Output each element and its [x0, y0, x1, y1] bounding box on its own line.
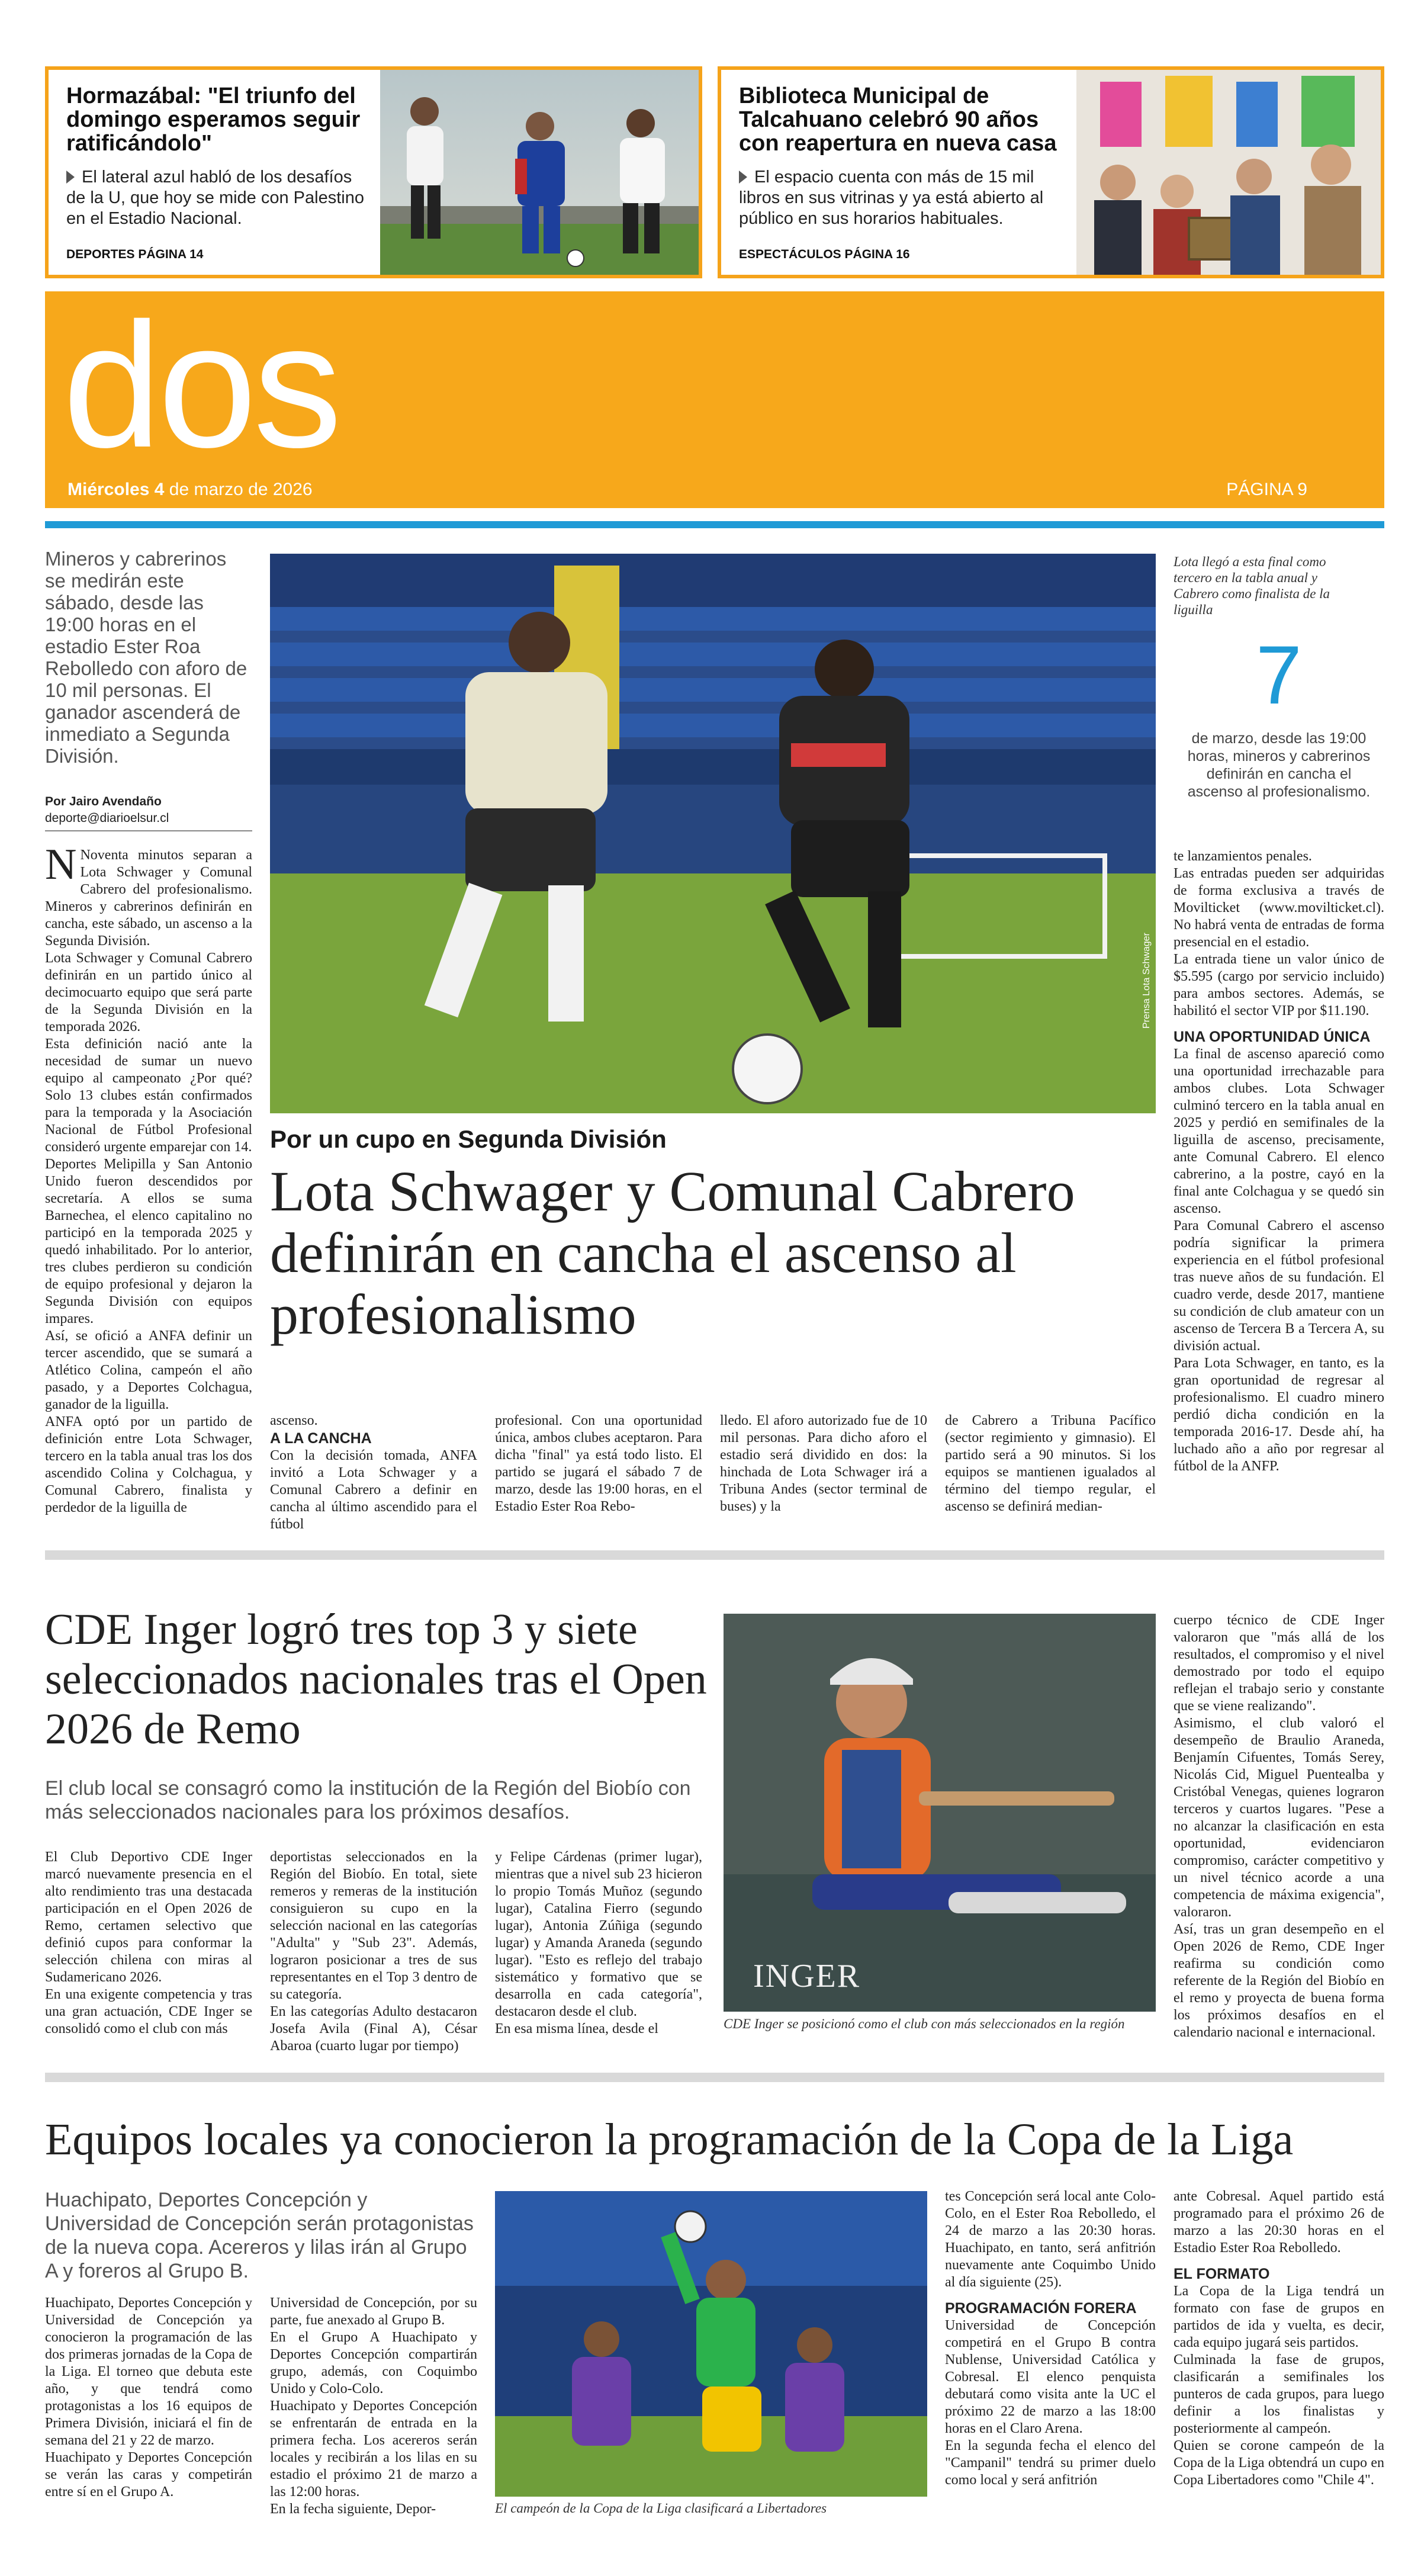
paragraph: En el Grupo A Huachipato y Deportes Concepción compartirán grupo, además, con Coquimbo Unido y Colo-Colo.	[270, 2330, 477, 2397]
paragraph: En la segunda fecha el elenco del "Campanil" tendrá su primer duelo como local y será anfitrión	[945, 2438, 1156, 2488]
paragraph: N Noventa minutos separan a Lota Schwager y Comunal Cabrero del profesionalismo. Mineros y cabrerinos definirán en cancha, este sábado, un ascenso a la Segunda División.	[45, 840, 252, 949]
promo-box-culture[interactable]	[718, 66, 1384, 278]
paragraph: En la fecha siguiente, Depor-	[270, 2501, 436, 2517]
soccer-match-illustration	[270, 554, 1156, 1113]
paragraph: Universidad de Concepción, por su parte, fue anexado al Grupo B.	[270, 2295, 477, 2328]
section-divider	[45, 1550, 1384, 1560]
goalkeeper-illustration	[495, 2191, 927, 2497]
paragraph: Para Lota Schwager, en tanto, es la gran oportunidad de regresar al profesionalismo. El cuadro minero perdió dicha condición en la temporada 2016-17. Desde ahí, ha luchado año a año por regresar al fútbol de la ANFP.	[1174, 1356, 1384, 1474]
paragraph: En esa misma línea, desde el	[495, 2021, 658, 2037]
byline: Por Jairo Avendaño	[45, 795, 162, 808]
article-headline: Lota Schwager y Comunal Cabrero definirán en cancha el ascenso al profesionalismo	[270, 1159, 1075, 1346]
inger-column-3	[495, 1849, 702, 2038]
paragraph: El Club Deportivo CDE Inger marcó nuevamente presencia en el alto rendimiento tras una destacada participación en el Open 2026 de Remo, certamen selectivo que definió cupos para conformar la selección chilena con miras al Sudamericano 2026.	[45, 1849, 252, 1985]
fact-number: 7	[1256, 628, 1302, 721]
promo-section: DEPORTES PÁGINA 14	[66, 248, 204, 261]
article-column-3: profesional. Con una oportunidad única, ambos clubes aceptaron. Para dicha "final" ya está todo listo. El partido se jugará el sábado 7 de marzo, desde las 19:00 horas, en el Estadio Ester Roa Rebo-	[495, 1413, 702, 1514]
soccer-players-illustration	[380, 70, 702, 275]
article-column-6	[1174, 848, 1384, 1475]
copa-lead: Huachipato, Deportes Concepción y Universidad de Concepción serán protagonistas de la nueva copa. Acereros y lilas irán al Grupo A y foreros al Grupo B.	[45, 2189, 474, 2282]
section-banner	[45, 285, 1384, 508]
drop-cap: N	[45, 840, 77, 889]
subheading: EL FORMATO	[1174, 2266, 1270, 2282]
paragraph: Las entradas pueden ser adquiridas de forma exclusiva a través de Movilticket (www.movilticket.cl). No habrá venta de entradas de forma presencial en el estadio.	[1174, 866, 1384, 950]
inger-photo-rower	[724, 1614, 1156, 2012]
banner-date	[67, 480, 313, 500]
triangle-bullet-icon	[739, 171, 747, 184]
promo-section: ESPECTÁCULOS PÁGINA 16	[739, 248, 910, 261]
page-number: PÁGINA 9	[1226, 480, 1307, 499]
inger-column-1	[45, 1849, 252, 2038]
paragraph: y Felipe Cárdenas (primer lugar), mientras que a nivel sub 23 hicieron lo propio Tomás Muñoz (segundo lugar), Catalina Fierro (segundo lugar), Antonia Zúñiga (segundo lugar) y Amanda Araneda (segundo lugar). "Esto es reflejo del trabajo sistemático y formativo que se desarrolla en cada categoría", destacaron desde el club.	[495, 1849, 702, 2019]
main-photo-match	[270, 554, 1156, 1113]
promo-title: Biblioteca Municipal de Talcahuano celebró 90 años con reapertura en nueva casa	[739, 83, 1057, 156]
paragraph: Asimismo, el club valoró el desempeño de Braulio Araneda, Benjamín Cifuentes, Tomás Serey, Nicolás Cid, Miguel Puentealba y Cristóbal Venegas, quienes lograron terceros y cuartos lugares. "Pese a no alcanzar la clasificación en esta oportunidad, evidenciaron compromiso, carácter competitivo y un nivel técnico acorde a una competencia de máxima exigencia", valoraron.	[1174, 1716, 1384, 1920]
paragraph: Universidad de Concepción competirá en el Grupo B contra Nublense, Universidad Católica y Cobresal. El elenco penquista debutará como visita ante la UC el próximo 22 de marzo a las 18:00 horas en el Claro Arena.	[945, 2318, 1156, 2436]
promo-text: El espacio cuenta con más de 15 mil libros en sus vitrinas y ya está abierto al público en sus horarios habituales.	[739, 168, 1044, 228]
byline-rule	[45, 830, 252, 831]
copa-column-3	[945, 2188, 1156, 2489]
promo-photo-soccer	[380, 70, 702, 275]
paragraph: La entrada tiene un valor único de $5.595 (cargo por servicio incluido) para ambos sectores. Además, se habilitó el sector VIP por $11.190.	[1174, 952, 1384, 1019]
paragraph: Con la decisión tomada, ANFA invitó a Lota Schwager y a Comunal Cabrero a definir en cancha al último ascendido para el fútbol	[270, 1448, 477, 1532]
article-column-4: lledo. El aforo autorizado fue de 10 mil personas. Para dicho aforo el estadio será dividido en dos: la hinchada de Lota Schwager irá a Tribuna Andes (sector terminal de buses) y la	[720, 1413, 927, 1514]
paragraph: deportistas seleccionados en la Región del Biobío. En total, siete remeros y remeras de la institución consiguieron su cupo en la selección nacional en las categorías "Adulta" y "Sub 23". Además, lograron posicionar a tres de sus representantes en el Top 3 dentro de su categoría.	[270, 1849, 477, 2002]
copa-headline: Equipos locales ya conocieron la programación de la Copa de la Liga	[45, 2115, 1294, 2164]
paragraph: En las categorías Adulto destacaron Josefa Avila (Final A), César Abaroa (cuarto lugar por tiempo)	[270, 2004, 477, 2054]
inger-lead: El club local se consagró como la institución de la Región del Biobío con más seleccionados nacionales para los próximos desafíos.	[45, 1777, 691, 1823]
photo-credit: Prensa Lota Schwager	[1142, 933, 1152, 1029]
banner-date-day: Miércoles 4	[67, 480, 165, 499]
inger-column-4	[1174, 1612, 1384, 2041]
paragraph: Así, tras un gran desempeño en el Open 2026 de Remo, CDE Inger reafirma su condición como referente de la Región del Biobío en el remo y proyecta de buena forma los próximos desafíos en el calendario nacional e internacional.	[1174, 1922, 1384, 2040]
copa-photo-goalkeeper	[495, 2191, 927, 2497]
byline-email: deporte@diarioelsur.cl	[45, 811, 169, 825]
paragraph: Lota Schwager y Comunal Cabrero definirán en un partido único al decimocuarto equipo que será parte de la Segunda División en la temporada 2026.	[45, 950, 252, 1035]
paragraph: En una exigente competencia y tras una gran actuación, CDE Inger se consolidó como el club con más	[45, 1987, 252, 2037]
article-column-1	[45, 840, 252, 1517]
section-title: dos	[63, 285, 339, 484]
promo-photo-library	[1076, 70, 1384, 275]
paragraph: Quien se corone campeón de la Copa de la Liga obtendrá un cupo en Copa Libertadores como "Chile 4".	[1174, 2438, 1384, 2488]
copa-column-2	[270, 2295, 477, 2518]
paragraph: ascenso.	[270, 1413, 318, 1428]
subheading: A LA CANCHA	[270, 1430, 372, 1447]
promo-text: El lateral azul habló de los desafíos de la U, que hoy se mide con Palestino en el Estadio Nacional.	[66, 168, 364, 228]
subheading: UNA OPORTUNIDAD ÚNICA	[1174, 1029, 1371, 1045]
paragraph: Huachipato y Deportes Concepción se verán las caras y competirán entre sí en el Grupo A.	[45, 2450, 252, 2500]
article-column-5: de Cabrero a Tribuna Pacífico (sector regimiento y gimnasio). El partido será a 90 minutos. Si los equipos se mantienen igualados al término del tiempo regular, el ascenso se definirá median-	[945, 1413, 1156, 1514]
article-kicker: Por un cupo en Segunda División	[270, 1125, 667, 1153]
fact-caption: Lota llegó a esta final como tercero en la tabla anual y Cabrero como finalista de la liguilla	[1174, 554, 1330, 617]
fact-text: de marzo, desde las 19:00 horas, mineros y cabrerinos definirán en cancha el ascenso al profesionalismo.	[1187, 730, 1371, 800]
paragraph: te lanzamientos penales.	[1174, 849, 1312, 864]
inger-headline: CDE Inger logró tres top 3 y siete seleccionados nacionales tras el Open 2026 de Remo	[45, 1605, 707, 1753]
paragraph: cuerpo técnico de CDE Inger valoraron que "más allá de los resultados, el compromiso y el nivel demostrado por todo el equipo reflejan el trabajo serio y constante que se viene realizando".	[1174, 1613, 1384, 1714]
paragraph: ANFA optó por un partido de definición entre Lota Schwager, tercero en la tabla anual tras los dos ascendido Colina y Colchagua, y Comunal Cabrero, finalista y perdedor de la liguilla de	[45, 1414, 252, 1515]
paragraph: La final de ascenso apareció como una oportunidad irrechazable para ambos clubes. Lota Schwager culminó tercero en la tabla anual en 2025 y perdió en semifinales de la liguilla de ascenso, precisamente, ante Comunal Cabrero. El elenco cabrerino, a la postre, cayó en la final ante Colchagua y se quedó sin ascenso.	[1174, 1046, 1384, 1216]
copa-photo-caption: El campeón de la Copa de la Liga clasificará a Libertadores	[495, 2501, 827, 2516]
paragraph: ante Cobresal. Aquel partido está programado para el próximo 26 de marzo a las 20:30 horas en el Estadio Ester Roa Rebolledo.	[1174, 2189, 1384, 2256]
paragraph: Huachipato, Deportes Concepción y Universidad de Concepción ya conocieron la programación de las dos primeras jornadas de la Copa de la Liga. El torneo que debuta este año, y que tendrá como protagonistas a los 16 equipos de Primera División, iniciará el fin de semana del 21 y 22 de marzo.	[45, 2295, 252, 2448]
paragraph: Deportes Melipilla y San Antonio Unido fueron descendidos por secretaría. A ellos se suma Barnechea, el elenco capitalino no participó en la temporada 2025 y quedó inhabilitado. Por lo anterior, tres clubes perdieron su condición de equipo profesional y dejaron la Segunda División con equipos impares.	[45, 1157, 252, 1326]
photo-logo-inger: INGER	[753, 1958, 861, 1994]
inger-column-2	[270, 1849, 477, 2055]
promo-title: Hormazábal: "El triunfo del domingo esperamos seguir ratificándolo"	[66, 83, 361, 156]
copa-column-1	[45, 2295, 252, 2501]
paragraph: tes Concepción será local ante Colo-Colo, en el Ester Roa Rebolledo, el 24 de marzo a las 20:30 horas. Huachipato, en tanto, será anfitrión nuevamente ante Coquimbo Unido al día siguiente (25).	[945, 2189, 1156, 2290]
subheading: PROGRAMACIÓN FORERA	[945, 2300, 1137, 2317]
paragraph: La Copa de la Liga tendrá un formato con fase de grupos en partidos de ida y vuelta, es decir, cada equipo jugará seis partidos.	[1174, 2283, 1384, 2350]
rower-illustration	[724, 1614, 1156, 2012]
paragraph: Esta definición nació ante la necesidad de sumar un nuevo equipo al campeonato ¿Por qué? Solo 13 clubes están confirmados para la temporada y la Asociación Nacional de Fútbol Profesional consideró urgente emparejar con 14.	[45, 1036, 252, 1155]
section-divider	[45, 2073, 1384, 2082]
paragraph: Huachipato y Deportes Concepción se enfrentarán de entrada en la primera fecha. Los acereros serán locales y recibirán a los lilas en su estadio el próximo 21 de marzo a las 12:00 horas.	[270, 2398, 477, 2500]
copa-column-4	[1174, 2188, 1384, 2489]
article-lead: Mineros y cabrerinos se medirán este sábado, desde las 19:00 horas en el estadio Ester Roa Rebolledo con aforo de 10 mil personas. El ganador ascenderá de inmediato a Segunda División.	[45, 548, 247, 767]
paragraph: Culminada la fase de grupos, clasificarán a semifinales los punteros de cada grupos, para luego definir a los finalistas y posteriormente al campeón.	[1174, 2352, 1384, 2436]
promo-box-sports[interactable]	[45, 66, 702, 278]
paragraph: Así, se ofició a ANFA definir un tercer ascendido, que se sumará a Atlético Colina, campeón el año pasado, y a Deportes Colchagua, ganador de la liguilla.	[45, 1328, 252, 1412]
banner-date-rest: de marzo de 2026	[164, 480, 313, 499]
inger-photo-caption: CDE Inger se posicionó como el club con más seleccionados en la región	[724, 2016, 1125, 2031]
blue-divider	[45, 521, 1384, 528]
paragraph: Para Comunal Cabrero el ascenso podría significar la primera experiencia en el fútbol profesional tras nueve años de su fundación. El cuadro verde, desde 2017, mantiene su condición de club amateur con un ascenso de Tercera B a Tercera A, su división actual.	[1174, 1218, 1384, 1354]
article-column-2	[270, 1412, 477, 1533]
triangle-bullet-icon	[66, 171, 75, 184]
library-people-illustration	[1076, 70, 1384, 275]
